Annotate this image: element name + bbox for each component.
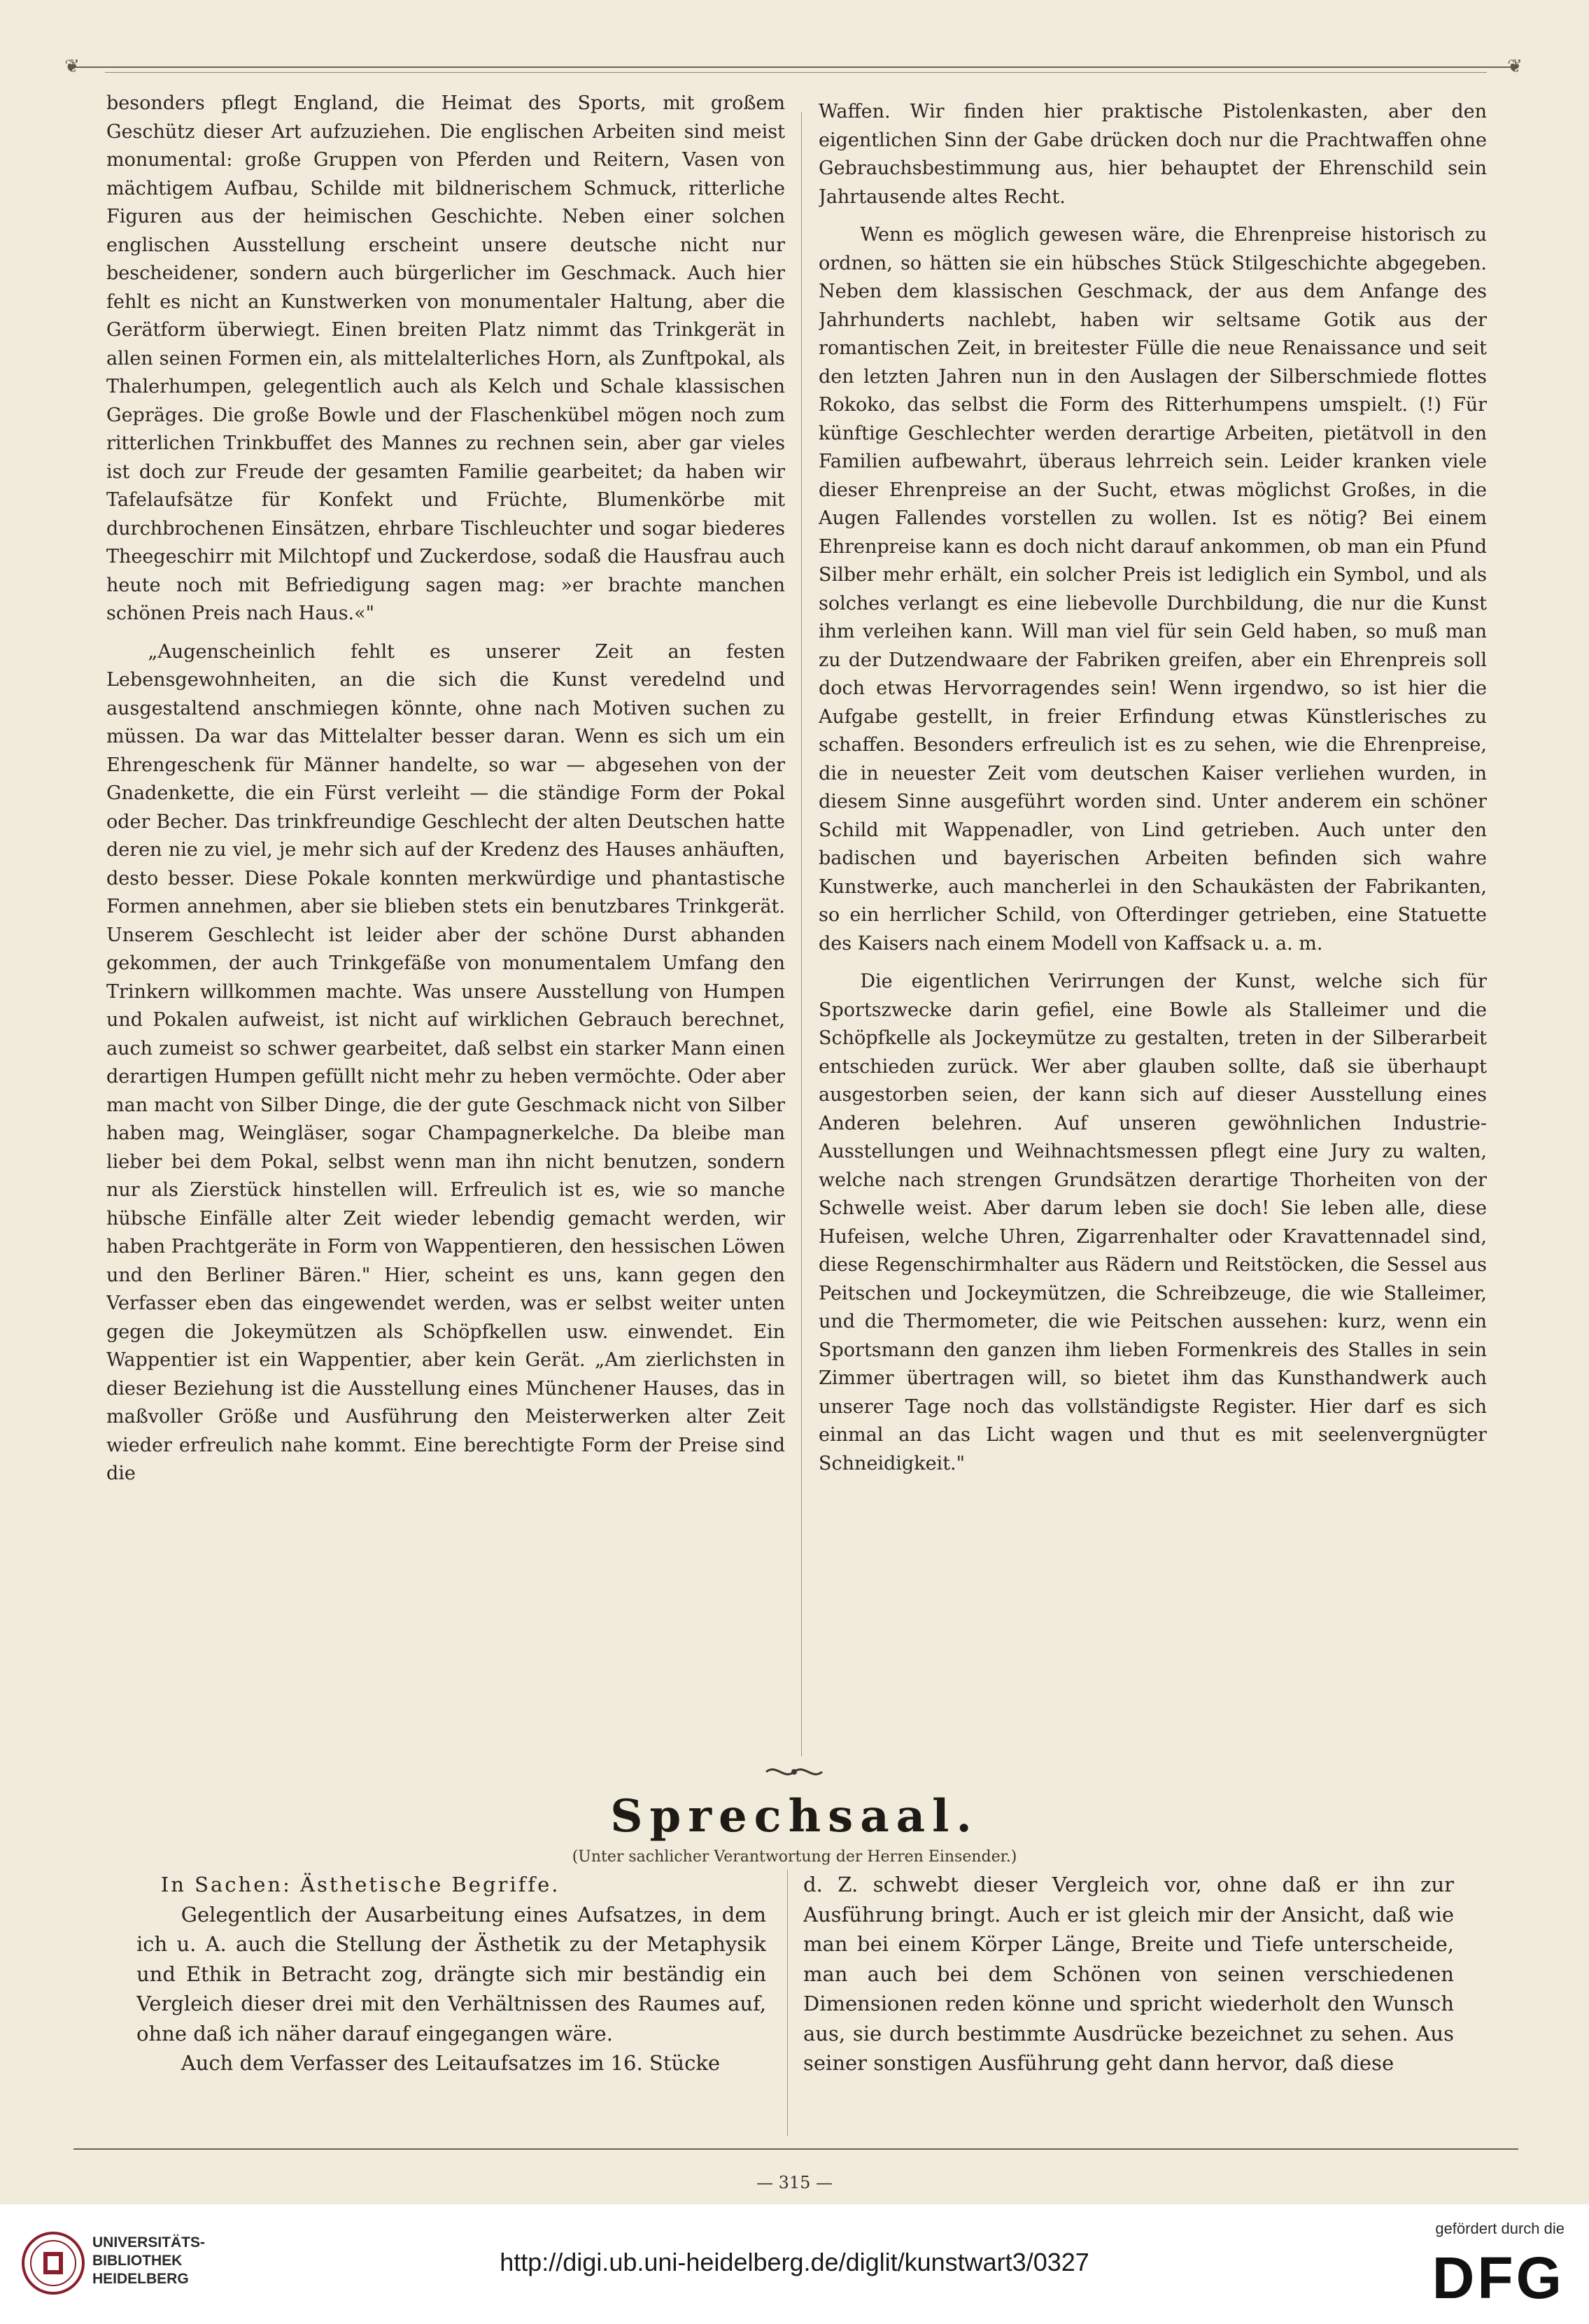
- article-column-left: [106, 90, 785, 1741]
- column-divider: [787, 1870, 788, 2136]
- funded-by-label: gefördert durch die: [1435, 2220, 1565, 2237]
- paragraph: Die eigentlichen Verirrungen der Kunst, welche sich für Sportszwecke darin gefiel, eine Bowle als Stalleimer und die Schöpfkelle als Jockeymütze zu gestalten, treten in der Silberarbeit entschieden zurück. Wer aber glauben sollte, daß sie überhaupt ausgestorben seien, der kann sich auf dieser Ausstellung eines Anderen belehren. Auf unseren gewöhnlichen Industrie-Ausstellungen und Weihnachtsmessen pflegt eine Jury zu walten, welche nach strengen Grundsätzen derartige Thorheiten von der Schwelle weist. Aber darum leben sie doch! Sie leben alle, diese Hufeisen, welche Uhren, Zigarrenhalter oder Kravattennadel sind, diese Regenschirmhalter aus Rädern und Reitstöcken, die Sessel aus Peitschen und Jockeymützen, die Schreibzeuge, die wie Stalleimer, und die Thermometer, die wie Peitschen aussehen: kurz, wenn ein Sportsmann den ganzen ihm lieben Formenkreis des Stalles in sein Zimmer übertragen will, so bietet ihm das Kunsthandwerk auch unserer Tage noch das vollständigste Register. Hier darf es sich einmal an das Licht wagen und thut es mit seelenvergnügter Schneidigkeit.": [819, 971, 1487, 1474]
- paragraph: Auch dem Verfasser des Leitaufsatzes im 16. Stücke: [181, 2051, 721, 2075]
- section-title: Sprechsaal.: [610, 1790, 979, 1843]
- source-url-link[interactable]: http://digi.ub.uni-heidelberg.de/diglit/kunstwart3/0327: [500, 2248, 1089, 2276]
- paragraph: Gelegentlich der Ausarbeitung eines Aufsatzes, in dem ich u. A. auch die Stellung der Ästhetik zu der Metaphysik und Ethik in Betracht zog, drängte sich mir beständig ein Vergleich dieser drei mit den Verhältnissen des Raumes auf, ohne daß ich näher darauf eingegangen wäre.: [136, 1902, 766, 2045]
- top-frame-rule: [73, 66, 1518, 68]
- dfg-logo: DFG: [1432, 2245, 1565, 2311]
- university-name-line: UNIVERSITÄTS-: [92, 2234, 206, 2251]
- letter-column-right: [803, 1870, 1454, 2143]
- paragraph: besonders pflegt England, die Heimat des Sports, mit großem Geschütz dieser Art aufzuziehen. Die englischen Arbeiten sind meist monumental: große Gruppen von Pferden und Reitern, Vasen von mächtigem Aufbau, Schilde mit bildnerischem Schmuck, ritterliche Figuren aus der heimischen Geschichte. Neben einer solchen englischen Ausstellung erscheint unsere deutsche nicht nur bescheidener, sondern auch bürgerlicher im Geschmack. Auch hier fehlt es nicht an Kunstwerken von monumentaler Haltung, aber die Gerätform überwiegt. Einen breiten Platz nimmt das Trinkgerät in allen seinen Formen ein, als mittelalterliches Horn, als Zunftpokal, als Thalerhumpen, gelegentlich auch als Kelch und Schale klassischen Gepräges. Die große Bowle und der Flaschenkübel mögen noch zum ritterlichen Trinkbuffet des Mannes zu rechnen sein, aber gar vieles ist doch zur Freude der gesamten Familie gearbeitet; da haben wir Tafelaufsätze für Konfekt und Früchte, Blumenkörbe mit durchbrochenen Einsätzen, ehrbare Tischleuchter und sogar biederes Theegeschirr mit Milchtopf und Zuckerdose, sodaß die Hausfrau auch heute noch mit Befriedigung sagen mag: »er brachte manchen schönen Preis nach Haus.«": [106, 92, 785, 624]
- paragraph: Waffen. Wir finden hier praktische Pistolenkasten, aber den eigentlichen Sinn der Gabe drücken doch nur die Prachtwaffen ohne Gebrauchsbestimmung aus, hier behauptet der Ehrenschild sein Jahrtausende altes Recht.: [819, 101, 1487, 208]
- section-subtitle: (Unter sachlicher Verantwortung der Herren Einsender.): [572, 1848, 1017, 1866]
- letter-column-left: [136, 1870, 766, 2143]
- article-column-right: [819, 98, 1487, 1763]
- university-name-line: HEIDELBERG: [92, 2271, 189, 2287]
- scroll-corner-icon: ❦: [1507, 56, 1523, 77]
- digitization-footer: [0, 2204, 1589, 2324]
- paragraph: d. Z. schwebt dieser Vergleich vor, ohne daß er ihn zur Ausführung bringt. Auch er ist gleich mir der Ansicht, daß wie man bei einem Körper Länge, Breite und Tiefe unterscheide, man auch bei dem Schönen von seinen verschiedenen Dimensionen reden könne und spricht wiederholt den Wunsch aus, sie durch bestimmte Ausdrücke bezeichnet zu sehen. Aus seiner sonstigen Ausführung geht dann hervor, daß diese: [803, 1873, 1454, 2075]
- university-name-line: BIBLIOTHEK: [92, 2253, 183, 2269]
- column-divider: [801, 112, 802, 1756]
- scroll-corner-icon: ❦: [64, 56, 80, 77]
- paragraph: „Augenscheinlich fehlt es unserer Zeit an festen Lebensgewohnheiten, an die sich die Kunst veredelnd und ausgestaltend anschmiegen könnte, ohne nach Motiven suchen zu müssen. Da war das Mittelalter besser daran. Wenn es sich um ein Ehrengeschenk für Männer handelte, so war — abgesehen von der Gnadenkette, die ein Fürst verleiht — die ständige Form der Pokal oder Becher. Das trinkfreundige Geschlecht der alten Deutschen hatte deren nie zu viel, je mehr sich auf der Kredenz des Hauses anhäuften, desto besser. Diese Pokale konnten merkwürdige und phantastische Formen annehmen, aber sie blieben stets ein benutzbares Trinkgerät. Unserem Geschlecht ist leider aber der schöne Durst abhanden gekommen, der auch Trinkgefäße von monumentalem Umfang den Trinkern willkommen machte. Was unsere Ausstellung von Humpen und Pokalen aufweist, ist nicht auf wirklichen Gebrauch berechnet, auch zumeist so schwer gearbeitet, daß selbst ein starker Mann einen derartigen Humpen gefüllt nicht mehr zu heben vermöchte. Oder aber man macht von Silber Dinge, die der gute Geschmack nicht von Silber haben mag, Weingläser, sogar Champagnerkelche. Da bleibe man lieber bei dem Pokal, selbst wenn man ihn nicht benutzen, sondern nur als Zierstück hinstellen will. Erfreulich ist es, wie so manche hübsche Einfälle alter Zeit wieder lebendig gemacht werden, wir haben Prachtgeräte in Form von Wappentieren, den hessischen Löwen und den Berliner Bären." Hier, scheint es uns, kann gegen den Verfasser eben das eingewendet werden, was er selbst weiter unten gegen die Jokeymützen als Schöpfkellen usw. einwendet. Ein Wappentier ist ein Wappentier, aber kein Gerät. „Am zierlichsten in dieser Beziehung ist die Ausstellung eines Münchener Hauses, das in maßvoller Größe und Ausführung den Meisterwerken alter Zeit wieder erfreulich nahe kommt. Eine berechtigte Form der Preise sind die: [106, 640, 785, 1484]
- page-number: — 315 —: [756, 2173, 833, 2192]
- bottom-frame-rule: [73, 2148, 1518, 2150]
- flourish-icon: [738, 1762, 850, 1783]
- top-frame-thin-rule: [105, 72, 1487, 73]
- letter-heading: In Sachen: Ästhetische Begriffe.: [160, 1873, 560, 1896]
- paragraph: Wenn es möglich gewesen wäre, die Ehrenpreise historisch zu ordnen, so hätten sie ein hübsches Stück Stilgeschichte abgegeben. Neben dem klassischen Geschmack, der aus dem Anfange des Jahrhunderts nachlebt, haben wir seltsame Gotik aus der romantischen Zeit, in breitester Fülle die neue Renaissance und seit den letzten Jahren nun in den Auslagen der Silberschmiede flottes Rokoko, das selbst die Form des Ritterhumpens umspielt. (!) Für künftige Geschlechter werden derartige Arbeiten, pietätvoll in den Familien aufbewahrt, überaus lehrreich sein. Leider kranken viele dieser Ehrenpreise an der Sucht, etwas möglichst Großes, in die Augen Fallendes vorstellen zu wollen. Ist es nötig? Bei einem Ehrenpreise kann es doch nicht darauf ankommen, ob man ein Pfund Silber mehr erhält, ein solcher Preis ist lediglich ein Symbol, und als solches verlangt es eine liebevolle Durchbildung, die nur die Kunst ihm verleihen kann. Will man viel für sein Geld haben, so muß man zu der Dutzendwaare der Fabriken greifen, aber ein Ehrenpreis soll doch etwas Hervorragendes sein! Wenn irgendwo, so ist hier die Aufgabe gestellt, in freier Erfindung etwas Künstlerisches zu schaffen. Besonders erfreulich ist es zu sehen, wie die Ehrenpreise, die in neuester Zeit vom deutschen Kaiser verliehen wurden, in diesem Sinne ausgeführt worden sind. Unter anderem ein schöner Schild mit Wappenadler, von Lind getrieben. Auch unter den badischen und bayerischen Arbeiten befinden sich wahre Kunstwerke, auch mancherlei in den Schaukästen der Fabrikanten, so ein herrlicher Schild, von Ofterdinger getrieben, eine Statuette des Kaisers nach einem Modell von Kaffsack u. a. m.: [819, 224, 1487, 955]
